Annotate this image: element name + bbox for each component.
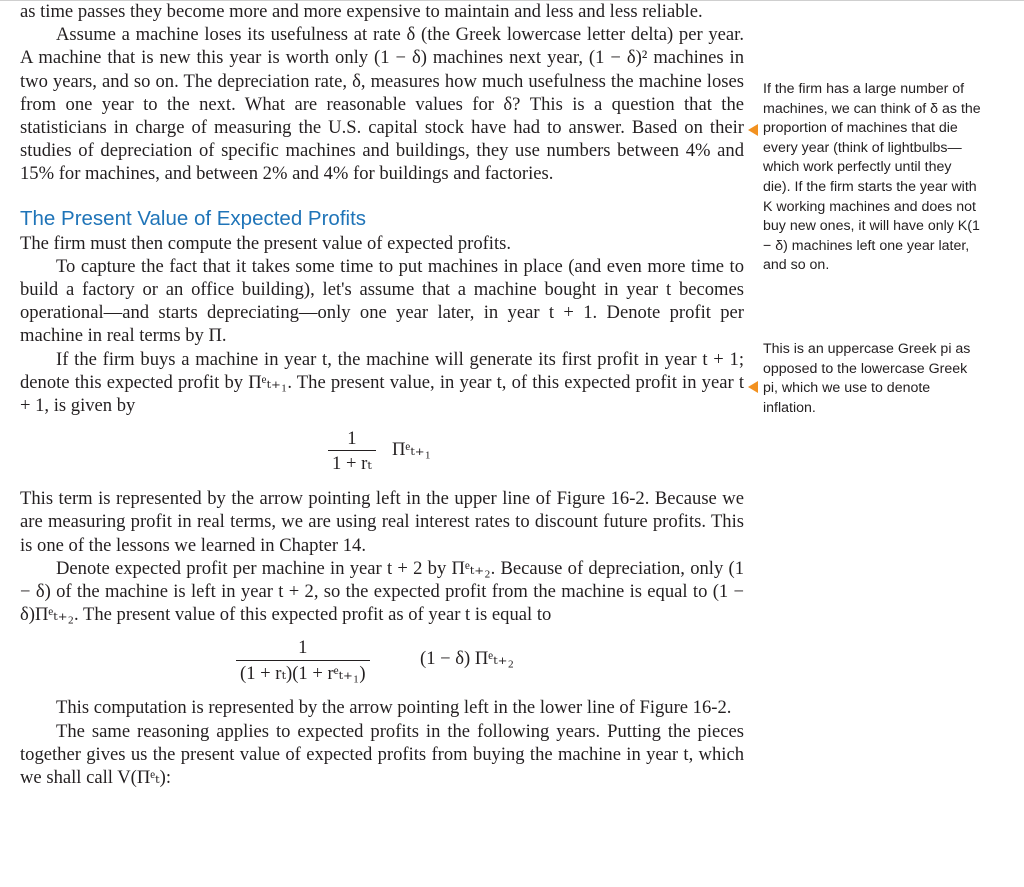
main-text-column xyxy=(20,0,744,789)
paragraph-time-to-build: To capture the fact that it takes some time to put machines in place (and even more time to build a factory or an office building), let's assume that a machine bought in year t becomes operational—and starts depreciating—only one year later, in year t + 1. Denote profit per machine in real terms by Π. xyxy=(20,255,744,347)
equation-2-denominator: (1 + rₜ)(1 + rᵉₜ₊₁) xyxy=(236,660,370,685)
margin-note-arrow-icon xyxy=(748,124,758,136)
margin-note-delta-text: If the firm has a large number of machines, we can think of δ as the proportion of machines that die every year (think of lightbulbs—which work perfectly until they die). If the firm starts the year with K working machines and does not buy new ones, it will have only K(1 − δ) machines left one year later, and so on. xyxy=(763,81,981,274)
paragraph-first-profit: If the firm buys a machine in year t, the machine will generate its first profit in year t + 1; denote this expected profit by Πᵉₜ₊₁. The present value, in year t, of this expected profit in year t + 1, is given by xyxy=(20,348,744,417)
equation-2-numerator: 1 xyxy=(298,637,308,659)
paragraph-lower-arrow: This computation is represented by the arrow pointing left in the lower line of Figure 16-2. xyxy=(56,697,732,719)
paragraph-putting-together: The same reasoning applies to expected profits in the following years. Putting the pieces together gives us the present value of expected profits from buying the machine in year t, which we shall call V(Πᵉₜ): xyxy=(20,720,744,789)
margin-note-pi xyxy=(763,340,981,418)
equation-1-numerator: 1 xyxy=(347,428,357,450)
equation-2-fraction xyxy=(236,636,370,684)
paragraph-present-value-intro: The firm must then compute the present value of expected profits. xyxy=(20,232,512,254)
margin-note-arrow-icon xyxy=(748,381,758,393)
paragraph-depreciation: Assume a machine loses its usefulness at rate δ (the Greek lowercase letter delta) per year. A machine that is new this year is worth only (1 − δ) machines next year, (1 − δ)² machines in two years, and so on. The depreciation rate, δ, measures how much usefulness the machine loses from one year to the next. What are reasonable values for δ? This is a question that the statisticians in charge of measuring the U.S. capital stock have had to answer. Based on their studies of depreciation of specific machines and buildings, they use numbers between 4% and 15% for machines, and between 2% and 4% for buildings and factories. xyxy=(20,24,744,185)
paragraph-continued: as time passes they become more and more expensive to maintain and less and less reliable. xyxy=(20,1,703,22)
equation-1-denominator: 1 + rₜ xyxy=(328,450,376,475)
equation-1 xyxy=(20,417,744,487)
equation-1-fraction xyxy=(328,427,376,475)
equation-1-profit-term: Πᵉₜ₊₁ xyxy=(392,439,432,461)
paragraph-second-profit: Denote expected profit per machine in year t + 2 by Πᵉₜ₊₂. Because of depreciation, only (1 − δ) of the machine is left in year t + 2, so the expected profit from the machine is equal to (1 − δ)Πᵉₜ₊₂. The present value of this expected profit as of year t is equal to xyxy=(20,557,744,626)
equation-2 xyxy=(20,626,744,696)
equation-2-profit-term: (1 − δ) Πᵉₜ₊₂ xyxy=(420,648,514,670)
section-heading: The Present Value of Expected Profits xyxy=(20,206,367,230)
margin-note-pi-text: This is an uppercase Greek pi as opposed to the lowercase Greek pi, which we use to denote inflation. xyxy=(763,341,971,416)
margin-note-delta xyxy=(763,80,981,276)
paragraph-upper-arrow: This term is represented by the arrow pointing left in the upper line of Figure 16-2. Because we are measuring profit in real terms, we are using real interest rates to discount future profits. This is one of the lessons we learned in Chapter 14. xyxy=(20,488,744,556)
